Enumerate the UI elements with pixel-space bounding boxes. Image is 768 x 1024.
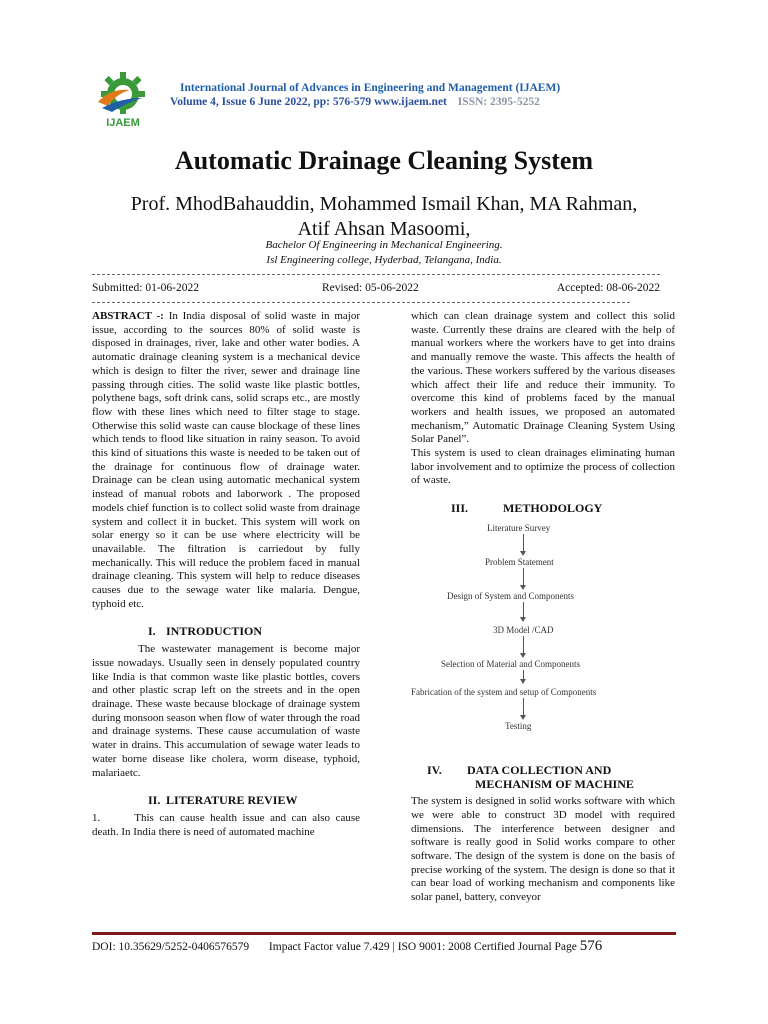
footer-rule [92,932,676,935]
left-column [92,310,360,839]
affiliation-college: Isl Engineering college, Hyderbad, Telangana, India. [266,254,502,266]
data-collection-text: The system is designed in solid works software with which we were able to construct 3D model with required dimensions. The interference between designer and software is really good in Solid works compare to other software. The design of the system is done on the basis of precise working of the system. The design is done so that it can bear load of working mechanism and components like solar panel, battery, conveyor [411,795,675,904]
footer-doi: DOI: 10.35629/5252-0406576579 [92,941,250,953]
journal-name: International Journal of Advances in Engineering and Management (IJAEM) [180,82,561,94]
methodology-flowchart [411,522,675,748]
right-paragraph-2: This system is used to clean drainages eliminating human labor involvement and to optimize the process of collection of waste. [411,447,675,487]
journal-issue: Volume 4, Issue 6 June 2022, [170,96,311,108]
journal-website[interactable]: www.ijaem.net [374,96,447,108]
section-introduction-heading: I. INTRODUCTION [148,624,263,639]
section-number: I. [148,624,156,639]
flow-arrow [523,636,524,656]
divider-top [92,274,660,275]
flow-arrow [523,568,524,588]
logo-text: IJAEM [106,117,140,129]
section-number: IV. [427,762,442,777]
affiliation-degree: Bachelor Of Engineering in Mechanical Engineering. [265,239,503,251]
footer-iso: | ISO 9001: 2008 Certified Journal [392,941,552,953]
section-number: III. [451,501,469,516]
section-literature-heading: II. LITERATURE REVIEW [148,793,298,808]
journal-issue-line [170,96,540,108]
abstract-text: In India disposal of solid waste in major issue, according to the sources 80% of solid waste is disposed in drainages, river, lake and other water bodies. A automatic drainage cleaning system is a mechanical device which is design to filter the river, sewer and drainage line passing through cities. The solid waste like plastic bottles, polythene bags, soft drink cans, solid scraps etc., are mostly flow with these lines which need to filter stage to stage. Otherwise this solid waste can cause blockage of these lines which tends to flood like situation in rainy season. To avoid this kind of situations this waste is needed to be taken out of the drainage for continuous flow of drainage water. Drainage can be clean using automatic mechanical system instead of manual robots and laborwork . The proposed models chief function is to collect solid waste from drainage system and collect it in bucket. This system will work on solar energy so it can be use where electricity will be unavailable. The filtration is carriedout by fully mechanically. This will reduce the problem faced in manual drainage cleaning. This system will help to reduce diseases causes due to the sewage water like malaria. Dengue, typhoid etc. [92,310,361,610]
flow-step: Problem Statement [485,556,554,567]
journal-issn: ISSN: 2395-5252 [457,96,540,108]
right-column [411,310,675,905]
paper-affiliation [120,238,648,268]
flow-arrow [523,602,524,620]
flow-step: Literature Survey [487,522,551,533]
paper-title: Automatic Drainage Cleaning System [174,146,594,175]
flow-step: Testing [505,720,532,731]
introduction-text: The wastewater management is become major issue nowadays. Usually seen in densely populated country like India is that common waste like plastic bottles, covers and other plastic scrap left on the streets and in the open drainage. These waste because blockage of drainage system during monsoon season when flow of water through the road and drainage systems. These cause accumulation of waste water in drains. This accumulation of sewage water leads to water borne disease like cholera, worm disease, typhoid, malariaetc. [92,643,360,779]
flow-arrow [523,698,524,718]
date-revised: Revised: 05-06-2022 [322,282,419,294]
date-accepted: Accepted: 08-06-2022 [556,282,660,294]
section-data-collection-heading: IV. DATA COLLECTION AND MECHANISM OF MACHINE [427,762,634,791]
page-footer [92,938,602,955]
flow-arrow [523,670,524,682]
right-paragraph-1: which can clean drainage system and collect this solid waste. Currently these drains are cleared with the help of manual workers where the workers have to get into drains and manually remove the waste. This affects the health of the various. These workers suffered by the various diseases which affect their life and reduce their immunity. To overcome this kind of problems faced by the manual workers and health issues, we proposed an automated mechanism,” Automatic Drainage Cleaning System Using Solar Panel”. [411,310,675,446]
divider-bottom [92,302,630,303]
footer-page-label: Page [554,941,577,953]
section-number: II. [148,793,161,808]
flow-step: Fabrication of the system and setup of Components [411,686,597,697]
abstract [92,310,360,611]
flow-step: Design of System and Components [447,590,574,601]
list-number: 1. [92,811,101,824]
footer-impact: Impact Factor value 7.429 [268,941,390,953]
abstract-label: ABSTRACT -: [92,310,164,322]
flow-step: Selection of Material and Components [441,658,580,669]
flow-arrow [523,534,524,554]
journal-logo [90,68,156,130]
journal-pages: pp: 576-579 [313,96,372,108]
date-submitted: Submitted: 01-06-2022 [92,282,200,294]
paper-authors: Prof. MhodBahauddin, Mohammed Ismail Khan, MA Rahman, Atif Ahsan Masoomi, [130,193,638,240]
section-methodology-heading: III. METHODOLOGY [451,501,603,516]
literature-text: 1. This can cause health issue and can also cause death. In India there is need of automated machine [92,811,360,838]
footer-page-number: 576 [579,938,603,954]
flow-step: 3D Model /CAD [493,624,554,635]
